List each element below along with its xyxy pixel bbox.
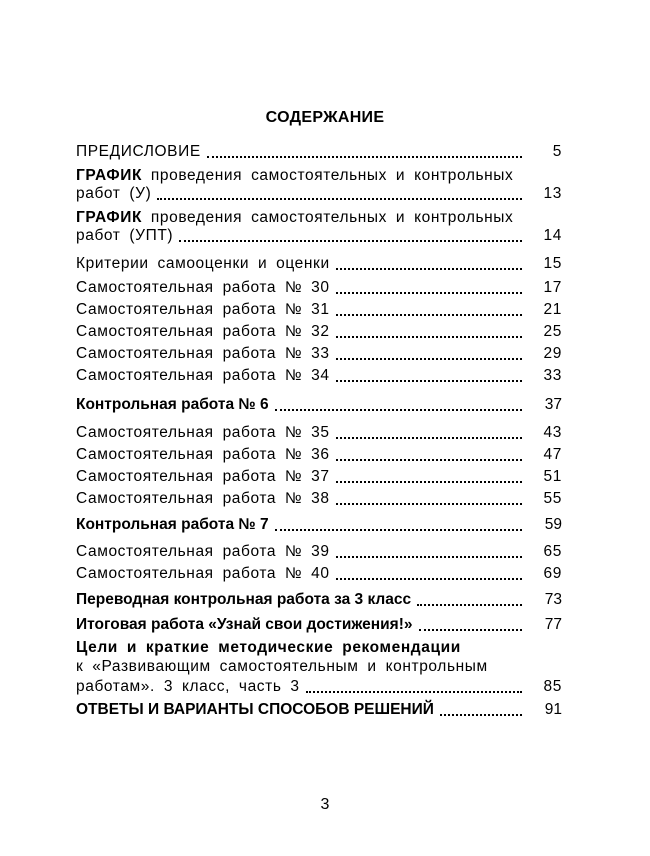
- toc-entry-page: 17: [543, 279, 562, 296]
- toc-leader-dots: [336, 302, 522, 316]
- toc-leader-dots: [336, 491, 522, 505]
- toc-entry-page: 77: [544, 616, 562, 633]
- toc-entry-bold: ГРАФИК: [76, 167, 143, 184]
- toc-entry-page: 5: [552, 143, 562, 160]
- toc-entry-title: Критерии самооценки и оценки: [76, 255, 330, 272]
- toc-leader-dots: [275, 397, 522, 411]
- toc-entry-page: 14: [543, 227, 562, 244]
- page-number: 3: [320, 796, 330, 813]
- toc-entry-title: Самостоятельная работа № 35: [76, 424, 330, 441]
- toc-entry-page: 43: [543, 424, 562, 441]
- toc-entry[interactable]: [76, 540, 562, 562]
- toc-leader-dots: [275, 517, 522, 531]
- toc-entry-page: 91: [544, 701, 562, 718]
- toc-entry[interactable]: [76, 364, 562, 386]
- toc-entry-title: Самостоятельная работа № 38: [76, 490, 330, 507]
- toc-entry[interactable]: [76, 465, 562, 487]
- toc-entry-title: Переводная контрольная работа за 3 класс: [76, 591, 412, 608]
- page-title: СОДЕРЖАНИЕ: [265, 109, 385, 126]
- toc-entry-title: Самостоятельная работа № 37: [76, 468, 330, 485]
- toc-leader-dots: [336, 447, 522, 461]
- toc-entry[interactable]: [76, 252, 562, 274]
- toc-leader-dots: [157, 186, 522, 200]
- toc-entry-page: 73: [544, 591, 562, 608]
- toc-entry[interactable]: [76, 298, 562, 320]
- toc-entry[interactable]: [76, 513, 562, 535]
- toc-entry[interactable]: [76, 320, 562, 342]
- toc-entry-text: проведения самостоятельных и контрольных: [142, 167, 514, 184]
- toc-entry-page: 13: [543, 185, 562, 202]
- toc-leader-dots: [336, 280, 522, 294]
- toc-entry-page: 15: [543, 255, 562, 272]
- toc-entry-line2: к «Развивающим самостоятельным и контрольным: [76, 658, 488, 675]
- toc-entry[interactable]: [76, 698, 562, 720]
- toc-entry-page: 47: [543, 446, 562, 463]
- toc-leader-dots: [419, 617, 523, 631]
- toc-entry-page: 65: [543, 543, 562, 560]
- toc-entry-page: 21: [543, 301, 562, 318]
- toc-entry-title: Самостоятельная работа № 36: [76, 446, 330, 463]
- toc-leader-dots: [336, 566, 522, 580]
- toc-entry-title: работам». 3 класс, часть 3: [76, 678, 300, 695]
- toc-entry[interactable]: [76, 562, 562, 584]
- toc-entry-title: работ (У): [76, 185, 152, 202]
- toc-entry-text: проведения самостоятельных и контрольных: [142, 209, 514, 226]
- toc-entry[interactable]: [76, 443, 562, 465]
- toc-leader-dots: [336, 544, 522, 558]
- toc-entry-title: Самостоятельная работа № 40: [76, 565, 330, 582]
- toc-entry-page: 25: [543, 323, 562, 340]
- toc-entry[interactable]: [76, 487, 562, 509]
- toc-entry[interactable]: [76, 393, 562, 415]
- toc-entry-title: Самостоятельная работа № 39: [76, 543, 330, 560]
- toc-entry[interactable]: [76, 276, 562, 298]
- toc-entry-page: 55: [543, 490, 562, 507]
- toc-entry-bold: ГРАФИК: [76, 209, 143, 226]
- toc-entry[interactable]: [76, 140, 562, 162]
- toc-entry-title: работ (УПТ): [76, 227, 174, 244]
- toc-entry-page: 51: [543, 468, 562, 485]
- toc-entry-title: Самостоятельная работа № 34: [76, 367, 330, 384]
- toc-entry-line1: Цели и краткие методические рекомендации: [76, 639, 461, 656]
- toc-leader-dots: [207, 144, 522, 158]
- toc-entry[interactable]: [76, 613, 562, 635]
- toc-leader-dots: [336, 368, 522, 382]
- toc-leader-dots: [336, 425, 522, 439]
- toc-entry-title: Контрольная работа № 7: [76, 516, 269, 533]
- toc-leader-dots: [336, 324, 522, 338]
- toc-entry[interactable]: [76, 224, 562, 246]
- toc-leader-dots: [440, 702, 522, 716]
- toc-entry-title: Контрольная работа № 6: [76, 396, 269, 413]
- toc-entry-page: 59: [544, 516, 562, 533]
- toc-leader-dots: [336, 256, 522, 270]
- toc-entry-title: Самостоятельная работа № 33: [76, 345, 330, 362]
- toc-entry[interactable]: [76, 588, 562, 610]
- toc-leader-dots: [306, 679, 522, 693]
- toc-entry-page: 69: [543, 565, 562, 582]
- toc-leader-dots: [336, 346, 522, 360]
- toc-entry-title: ПРЕДИСЛОВИЕ: [76, 143, 201, 160]
- toc-entry-page: 29: [543, 345, 562, 362]
- toc-entry[interactable]: [76, 182, 562, 204]
- toc-entry-page: 33: [543, 367, 562, 384]
- toc-leader-dots: [179, 228, 522, 242]
- toc-entry-page: 37: [544, 396, 562, 413]
- toc-entry-title: Самостоятельная работа № 30: [76, 279, 330, 296]
- toc-entry-title: Самостоятельная работа № 32: [76, 323, 330, 340]
- toc-leader-dots: [336, 469, 522, 483]
- toc-entry-page: 85: [543, 678, 562, 695]
- toc-entry[interactable]: [76, 342, 562, 364]
- toc-entry[interactable]: [76, 421, 562, 443]
- toc-entry-title: Итоговая работа «Узнай свои достижения!»: [76, 616, 413, 633]
- toc-leader-dots: [417, 592, 522, 606]
- toc-entry[interactable]: [76, 675, 562, 697]
- toc-entry-title: ОТВЕТЫ И ВАРИАНТЫ СПОСОБОВ РЕШЕНИЙ: [76, 701, 434, 718]
- toc-entry-title: Самостоятельная работа № 31: [76, 301, 330, 318]
